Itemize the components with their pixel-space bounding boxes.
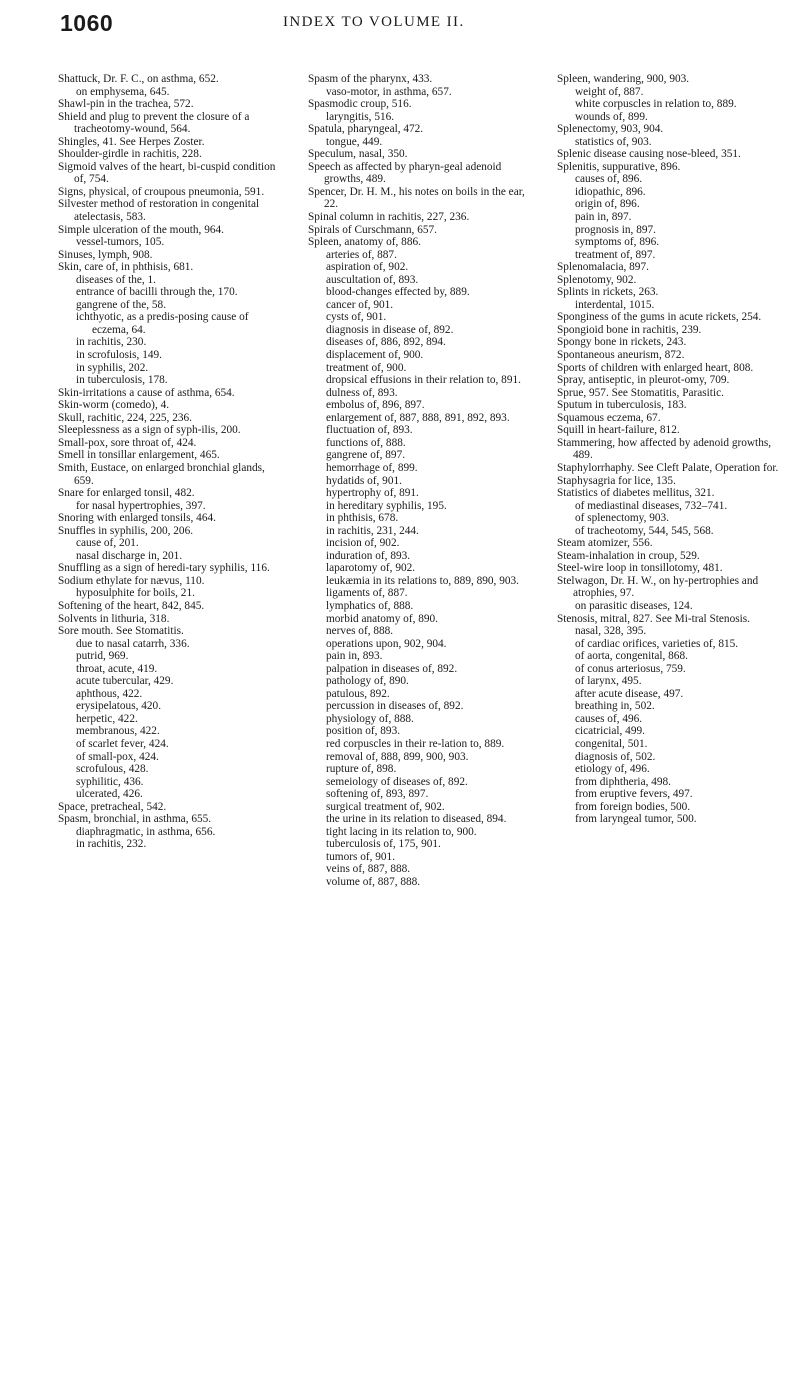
index-entry: Sponginess of the gums in acute rickets, 254. <box>557 311 762 324</box>
index-subentry: in syphilis, 202. <box>76 361 149 374</box>
index-subentry: of small-pox, 424. <box>76 750 159 763</box>
index-subentry: weight of, 887. <box>575 85 644 98</box>
index-entry: Squill in heart-failure, 812. <box>557 424 680 437</box>
index-subentry: palpation in diseases of, 892. <box>326 662 458 675</box>
index-entry: Spongy bone in rickets, 243. <box>557 336 687 349</box>
index-subentry: pain in, 897. <box>575 211 632 224</box>
index-subentry: tumors of, 901. <box>326 850 396 863</box>
index-entry: Splenomalacia, 897. <box>557 261 649 274</box>
index-subentry: of mediastinal diseases, 732–741. <box>575 499 728 512</box>
index-entry: Space, pretracheal, 542. <box>58 800 167 813</box>
index-column-2 <box>308 73 530 889</box>
index-subentry: rupture of, 898. <box>326 763 397 776</box>
index-subentry: of tracheotomy, 544, 545, 568. <box>575 524 714 537</box>
index-subentry: ligaments of, 887. <box>326 587 408 600</box>
index-entry: Shawl-pin in the trachea, 572. <box>58 98 194 111</box>
index-entry: Stenosis, mitral, 827. See Mi-tral Stenosis. <box>557 612 750 625</box>
index-subentry: embolus of, 896, 897. <box>326 399 425 412</box>
index-subentry: entrance of bacilli through the, 170. <box>76 286 238 299</box>
index-subentry: in phthisis, 678. <box>326 512 399 525</box>
index-subentry: volume of, 887, 888. <box>326 876 421 888</box>
index-entry: Shingles, 41. See Herpes Zoster. <box>58 135 205 148</box>
index-subentry: morbid anatomy of, 890. <box>326 612 439 625</box>
index-entry: Solvents in lithuria, 318. <box>58 612 170 625</box>
index-subentry: herpetic, 422. <box>76 712 138 725</box>
index-subentry: arteries of, 887. <box>326 248 397 261</box>
index-subentry: on parasitic diseases, 124. <box>575 599 693 612</box>
index-subentry: displacement of, 900. <box>326 349 424 362</box>
index-subentry: diseases of the, 1. <box>76 273 156 286</box>
index-subentry: in rachitis, 231, 244. <box>326 524 419 537</box>
index-subentry: enlargement of, 887, 888, 891, 892, 893. <box>326 411 510 424</box>
index-subentry: in rachitis, 230. <box>76 336 147 349</box>
index-subentry: nasal discharge in, 201. <box>76 549 183 562</box>
index-entry: Skin, care of, in phthisis, 681. <box>58 261 194 274</box>
index-subentry: aphthous, 422. <box>76 687 143 700</box>
index-entry: Spasmodic croup, 516. <box>308 98 412 111</box>
index-subentry: acute tubercular, 429. <box>76 675 174 688</box>
index-entry: Spirals of Curschmann, 657. <box>308 223 437 236</box>
index-subentry: dropsical effusions in their relation to, 891. <box>326 374 521 387</box>
index-subentry: statistics of, 903. <box>575 135 652 148</box>
index-subentry: diaphragmatic, in asthma, 656. <box>76 825 216 838</box>
index-subentry: idiopathic, 896. <box>575 185 646 198</box>
index-subentry: veins of, 887, 888. <box>326 863 411 876</box>
index-entry: Sprue, 957. See Stomatitis, Parasitic. <box>557 386 724 399</box>
running-head: INDEX TO VOLUME II. <box>283 14 465 30</box>
index-subentry: hypertrophy of, 891. <box>326 487 419 500</box>
index-subentry: putrid, 969. <box>76 650 129 663</box>
index-entry: Sputum in tuberculosis, 183. <box>557 399 687 412</box>
index-subentry: from foreign bodies, 500. <box>575 800 691 813</box>
index-subentry: of cardiac orifices, varieties of, 815. <box>575 637 739 650</box>
index-subentry: ichthyotic, as a predis-posing cause of eczema, 64. <box>76 311 249 336</box>
index-entry: Sodium ethylate for nævus, 110. <box>58 574 205 587</box>
index-subentry: cause of, 201. <box>76 537 139 550</box>
index-subentry: dulness of, 893. <box>326 386 398 399</box>
index-subentry: throat, acute, 419. <box>76 662 158 675</box>
index-entry: Speculum, nasal, 350. <box>308 148 408 161</box>
index-subentry: treatment of, 897. <box>575 248 656 261</box>
index-entry: Spinal column in rachitis, 227, 236. <box>308 211 470 224</box>
index-subentry: prognosis in, 897. <box>575 223 656 236</box>
index-subentry: in tuberculosis, 178. <box>76 374 168 387</box>
index-subentry: gangrene of the, 58. <box>76 298 167 311</box>
index-entry: Shield and plug to prevent the closure of a tracheotomy-wound, 564. <box>58 110 250 136</box>
index-subentry: hyposulphite for boils, 21. <box>76 587 195 600</box>
index-subentry: cysts of, 901. <box>326 311 387 324</box>
index-entry: Silvester method of restoration in congenital atelectasis, 583. <box>58 198 260 224</box>
index-entry: Splenotomy, 902. <box>557 273 637 286</box>
index-subentry: erysipelatous, 420. <box>76 700 162 713</box>
index-entry: Smith, Eustace, on enlarged bronchial glands, 659. <box>58 461 265 487</box>
index-subentry: origin of, 896. <box>575 198 640 211</box>
index-subentry: percussion in diseases of, 892. <box>326 700 464 713</box>
index-subentry: in rachitis, 232. <box>76 838 147 851</box>
index-subentry: causes of, 896. <box>575 173 643 186</box>
index-subentry: the urine in its relation to diseased, 894. <box>326 813 507 826</box>
index-entry: Stelwagon, Dr. H. W., on hy-pertrophies and atrophies, 97. <box>557 574 759 600</box>
index-subentry: incision of, 902. <box>326 537 400 550</box>
index-entry: Spasm, bronchial, in asthma, 655. <box>58 813 212 826</box>
index-entry: Splenectomy, 903, 904. <box>557 123 664 136</box>
index-subentry: from diphtheria, 498. <box>575 775 672 788</box>
index-subentry: on emphysema, 645. <box>76 85 170 98</box>
index-entry: Skull, rachitic, 224, 225, 236. <box>58 411 192 424</box>
index-subentry: congenital, 501. <box>575 737 648 750</box>
index-entry: Spencer, Dr. H. M., his notes on boils in the ear, 22. <box>308 185 525 211</box>
index-subentry: tuberculosis of, 175, 901. <box>326 838 441 851</box>
index-subentry: tongue, 449. <box>326 135 383 148</box>
index-entry: Speech as affected by pharyn-geal adenoid growths, 489. <box>308 160 502 186</box>
index-subentry: physiology of, 888. <box>326 712 414 725</box>
index-entry: Squamous eczema, 67. <box>557 411 661 424</box>
index-subentry: of scarlet fever, 424. <box>76 737 169 750</box>
index-subentry: position of, 893. <box>326 725 401 738</box>
index-subentry: syphilitic, 436. <box>76 775 144 788</box>
index-subentry: lymphatics of, 888. <box>326 599 414 612</box>
index-entry: Simple ulceration of the mouth, 964. <box>58 223 224 236</box>
index-entry: Splenic disease causing nose-bleed, 351. <box>557 148 741 161</box>
index-subentry: etiology of, 496. <box>575 763 650 776</box>
index-subentry: causes of, 496. <box>575 712 643 725</box>
index-subentry: white corpuscles in relation to, 889. <box>575 98 737 111</box>
index-subentry: symptoms of, 896. <box>575 236 660 249</box>
index-entry: Signs, physical, of croupous pneumonia, 591. <box>58 185 265 198</box>
index-entry: Shoulder-girdle in rachitis, 228. <box>58 148 202 161</box>
index-entry: Smell in tonsillar enlargement, 465. <box>58 449 220 462</box>
index-subentry: of splenectomy, 903. <box>575 512 670 525</box>
index-entry: Sleeplessness as a sign of syph-ilis, 200. <box>58 424 241 437</box>
index-entry: Shattuck, Dr. F. C., on asthma, 652. <box>58 73 219 85</box>
index-subentry: from eruptive fevers, 497. <box>575 788 693 801</box>
index-entry: Splints in rickets, 263. <box>557 286 659 299</box>
index-subentry: ulcerated, 426. <box>76 788 143 801</box>
index-entry: Snuffling as a sign of heredi-tary syphilis, 116. <box>58 562 270 575</box>
index-entry: Spontaneous aneurism, 872. <box>557 349 685 362</box>
index-subentry: treatment of, 900. <box>326 361 407 374</box>
index-entry: Splenitis, suppurative, 896. <box>557 160 681 173</box>
index-subentry: breathing in, 502. <box>575 700 655 713</box>
index-entry: Spongioid bone in rachitis, 239. <box>557 323 702 336</box>
index-subentry: semeiology of diseases of, 892. <box>326 775 468 788</box>
index-entry: Sinuses, lymph, 908. <box>58 248 153 261</box>
index-entry: Steel-wire loop in tonsillotomy, 481. <box>557 562 723 575</box>
index-subentry: gangrene of, 897. <box>326 449 406 462</box>
index-subentry: cicatricial, 499. <box>575 725 645 738</box>
page-header <box>0 10 800 50</box>
index-subentry: removal of, 888, 899, 900, 903. <box>326 750 469 763</box>
index-subentry: scrofulous, 428. <box>76 763 149 776</box>
index-subentry: functions of, 888. <box>326 436 406 449</box>
index-subentry: vessel-tumors, 105. <box>76 236 165 249</box>
index-subentry: of conus arteriosus, 759. <box>575 662 686 675</box>
index-subentry: laparotomy of, 902. <box>326 562 416 575</box>
index-entry: Sore mouth. See Stomatitis. <box>58 625 184 638</box>
index-entry: Snare for enlarged tonsil, 482. <box>58 487 195 500</box>
index-subentry: due to nasal catarrh, 336. <box>76 637 190 650</box>
index-entry: Snuffles in syphilis, 200, 206. <box>58 524 194 537</box>
index-entry: Softening of the heart, 842, 845. <box>58 599 205 612</box>
index-subentry: in hereditary syphilis, 195. <box>326 499 447 512</box>
index-subentry: patulous, 892. <box>326 687 390 700</box>
index-entry: Staphylorrhaphy. See Cleft Palate, Operation for. <box>557 461 779 474</box>
index-subentry: hydatids of, 901. <box>326 474 402 487</box>
index-entry: Spray, antiseptic, in pleurot-omy, 709. <box>557 374 730 387</box>
index-subentry: nasal, 328, 395. <box>575 625 647 638</box>
index-entry: Small-pox, sore throat of, 424. <box>58 436 197 449</box>
index-subentry: wounds of, 899. <box>575 110 648 123</box>
index-entry: Steam atomizer, 556. <box>557 537 653 550</box>
index-subentry: pathology of, 890. <box>326 675 409 688</box>
index-subentry: fluctuation of, 893. <box>326 424 413 437</box>
index-subentry: diagnosis of, 502. <box>575 750 656 763</box>
index-subentry: aspiration of, 902. <box>326 261 409 274</box>
index-subentry: softening of, 893, 897. <box>326 788 429 801</box>
index-subentry: from laryngeal tumor, 500. <box>575 813 697 826</box>
index-entry: Snoring with enlarged tonsils, 464. <box>58 512 216 525</box>
index-entry: Stammering, how affected by adenoid growths, 489. <box>557 436 772 462</box>
index-subentry: operations upon, 902, 904. <box>326 637 447 650</box>
page-number: 1060 <box>60 10 114 36</box>
index-subentry: membranous, 422. <box>76 725 160 738</box>
index-entry: Spleen, wandering, 900, 903. <box>557 73 690 85</box>
index-entry: Spasm of the pharynx, 433. <box>308 73 433 85</box>
index-subentry: surgical treatment of, 902. <box>326 800 445 813</box>
index-subentry: of larynx, 495. <box>575 675 642 688</box>
index-entry: Spatula, pharyngeal, 472. <box>308 123 424 136</box>
index-column-3 <box>557 73 779 826</box>
index-entry: Sigmoid valves of the heart, bi-cuspid condition of, 754. <box>58 160 276 186</box>
index-entry: Skin-irritations a cause of asthma, 654. <box>58 386 235 399</box>
index-subentry: nerves of, 888. <box>326 625 394 638</box>
index-subentry: diagnosis in disease of, 892. <box>326 323 454 336</box>
index-entry: Steam-inhalation in croup, 529. <box>557 549 700 562</box>
index-subentry: diseases of, 886, 892, 894. <box>326 336 446 349</box>
index-subentry: after acute disease, 497. <box>575 687 684 700</box>
index-subentry: auscultation of, 893. <box>326 273 419 286</box>
index-subentry: in scrofulosis, 149. <box>76 349 162 362</box>
index-entry: Spleen, anatomy of, 886. <box>308 236 421 249</box>
index-subentry: laryngitis, 516. <box>326 110 395 123</box>
index-subentry: blood-changes effected by, 889. <box>326 286 470 299</box>
index-subentry: of aorta, congenital, 868. <box>575 650 688 663</box>
index-subentry: hemorrhage of, 899. <box>326 461 418 474</box>
index-subentry: pain in, 893. <box>326 650 383 663</box>
index-subentry: for nasal hypertrophies, 397. <box>76 499 206 512</box>
index-entry: Staphysagria for lice, 135. <box>557 474 676 487</box>
index-subentry: cancer of, 901. <box>326 298 394 311</box>
index-entry: Skin-worm (comedo), 4. <box>58 399 170 412</box>
index-entry: Statistics of diabetes mellitus, 321. <box>557 487 715 500</box>
index-subentry: tight lacing in its relation to, 900. <box>326 825 477 838</box>
index-entry: Sports of children with enlarged heart, 808. <box>557 361 754 374</box>
index-subentry: red corpuscles in their re-lation to, 889. <box>326 737 505 750</box>
index-subentry: interdental, 1015. <box>575 298 655 311</box>
index-subentry: induration of, 893. <box>326 549 411 562</box>
index-subentry: vaso-motor, in asthma, 657. <box>326 85 452 98</box>
index-column-1 <box>58 73 280 851</box>
index-subentry: leukæmia in its relations to, 889, 890, 903. <box>326 574 519 587</box>
